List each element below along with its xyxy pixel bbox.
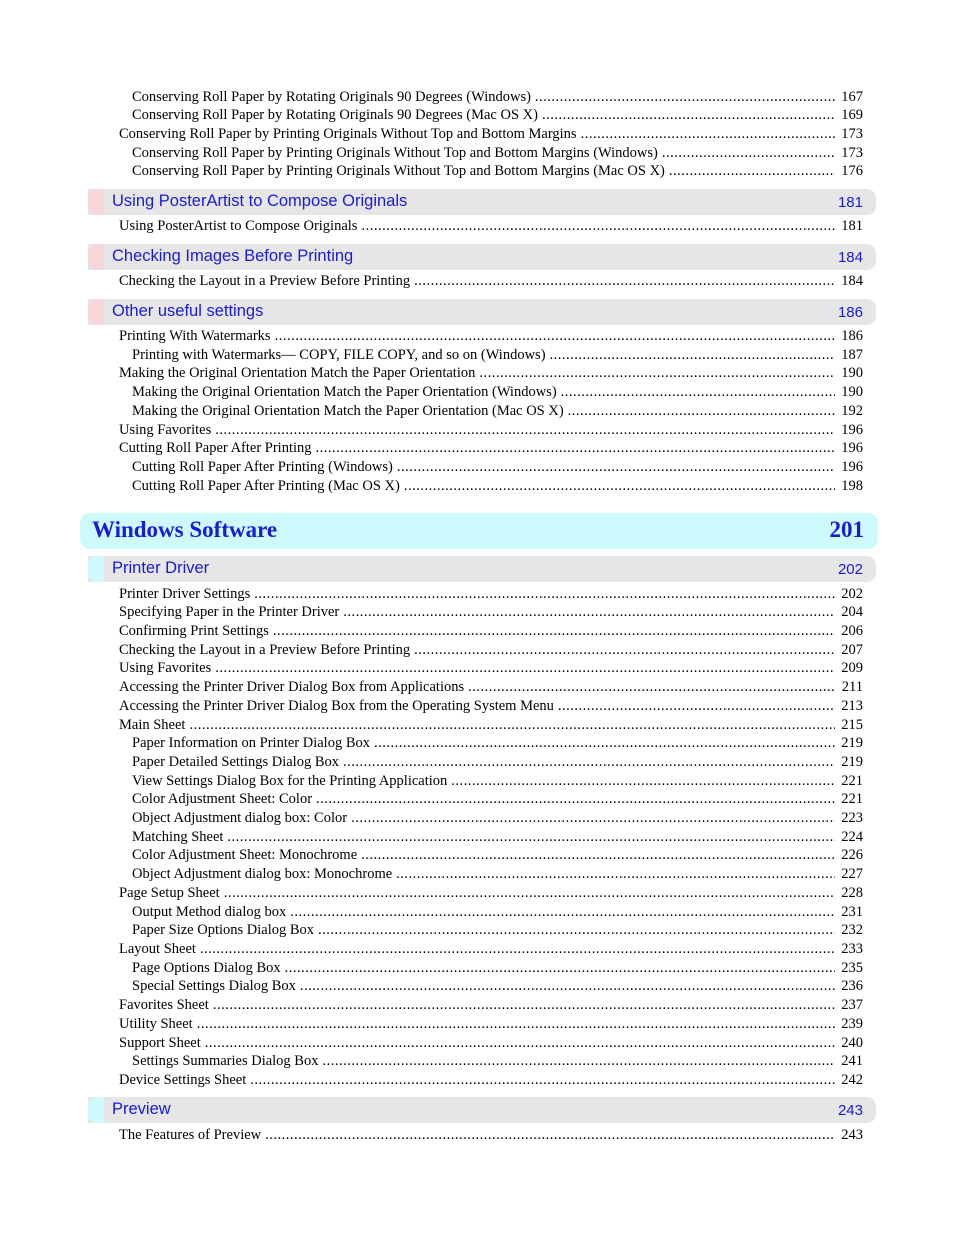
- toc-entry-page: 206: [841, 623, 863, 639]
- toc-entry-title: Cutting Roll Paper After Printing (Mac OS X): [132, 478, 400, 494]
- toc-entry-title: The Features of Preview: [119, 1127, 262, 1143]
- toc-entry-page: 243: [841, 1127, 863, 1143]
- toc-entry-page: 241: [841, 1053, 863, 1069]
- dot-leader: [343, 603, 835, 622]
- toc-entry-page: 227: [841, 866, 863, 882]
- toc-entry[interactable]: [132, 828, 863, 847]
- section-title: Printer Driver: [112, 559, 210, 577]
- toc-entry-page: 237: [841, 997, 863, 1013]
- toc-entry-page: 169: [841, 107, 863, 123]
- dot-leader: [273, 622, 835, 641]
- section-heading[interactable]: [88, 299, 876, 325]
- toc-entry[interactable]: [119, 697, 863, 716]
- toc-entry-title: Using Favorites: [119, 660, 212, 676]
- toc-entry[interactable]: [119, 217, 863, 236]
- toc-entry[interactable]: [119, 603, 863, 622]
- section-heading[interactable]: [88, 556, 876, 582]
- section-page: 186: [837, 304, 863, 321]
- dot-leader: [254, 585, 835, 604]
- toc-entry-title: Device Settings Sheet: [119, 1072, 247, 1088]
- toc-entry-page: 202: [841, 586, 863, 602]
- toc-entry[interactable]: [132, 106, 863, 125]
- toc-entry[interactable]: [132, 734, 863, 753]
- dot-leader: [361, 217, 835, 236]
- toc-entry-page: 186: [841, 328, 863, 344]
- toc-entry-page: 181: [841, 218, 863, 234]
- toc-entry-title: Color Adjustment Sheet: Color: [132, 791, 313, 807]
- toc-entry[interactable]: [119, 585, 863, 604]
- section-tab-marker: [88, 189, 104, 215]
- toc-entry-page: 190: [841, 384, 863, 400]
- dot-leader: [542, 106, 835, 125]
- dot-leader: [224, 884, 835, 903]
- toc-entry-title: Conserving Roll Paper by Printing Originals Without Top and Bottom Margins: [119, 126, 577, 142]
- dot-leader: [479, 364, 835, 383]
- toc-entry-page: 173: [841, 126, 863, 142]
- toc-entry[interactable]: [132, 846, 863, 865]
- dot-leader: [227, 828, 835, 847]
- toc-entry-page: 223: [841, 810, 863, 826]
- section-tab-marker: [88, 1097, 104, 1123]
- toc-entry[interactable]: [132, 865, 863, 884]
- toc-entry[interactable]: [119, 678, 863, 697]
- toc-entry[interactable]: [119, 421, 863, 440]
- dot-leader: [265, 1126, 835, 1145]
- dot-leader: [197, 1015, 835, 1034]
- toc-entry-title: Utility Sheet: [119, 1016, 193, 1032]
- section-title: Other useful settings: [112, 302, 264, 320]
- toc-entry-title: Conserving Roll Paper by Printing Originals Without Top and Bottom Margins (Mac OS X): [132, 163, 665, 179]
- toc-entry-page: 196: [841, 440, 863, 456]
- toc-entry[interactable]: [119, 884, 863, 903]
- toc-entry[interactable]: [132, 903, 863, 922]
- section-heading[interactable]: [88, 189, 876, 215]
- toc-entry[interactable]: [119, 996, 863, 1015]
- dot-leader: [414, 272, 835, 291]
- toc-entry-title: Conserving Roll Paper by Rotating Originals 90 Degrees (Windows): [132, 89, 531, 105]
- toc-entry[interactable]: [132, 753, 863, 772]
- section-page: 181: [837, 194, 863, 211]
- dot-leader: [213, 996, 835, 1015]
- toc-entry-title: Accessing the Printer Driver Dialog Box from Applications: [119, 679, 465, 695]
- dot-leader: [250, 1071, 835, 1090]
- toc-entry-page: 204: [841, 604, 863, 620]
- toc-entry-title: Making the Original Orientation Match the Paper Orientation (Windows): [132, 384, 557, 400]
- toc-entry-page: 167: [841, 89, 863, 105]
- toc-entry-page: 242: [841, 1072, 863, 1088]
- dot-leader: [535, 88, 835, 107]
- toc-entry-title: Printer Driver Settings: [119, 586, 251, 602]
- toc-entry-page: 240: [841, 1035, 863, 1051]
- toc-entry-title: Page Options Dialog Box: [132, 960, 281, 976]
- dot-leader: [451, 772, 835, 791]
- dot-leader: [568, 402, 835, 421]
- toc-entry-title: Using PosterArtist to Compose Originals: [119, 218, 358, 234]
- toc-entry[interactable]: [119, 1126, 863, 1145]
- toc-entry-title: Color Adjustment Sheet: Monochrome: [132, 847, 358, 863]
- dot-leader: [468, 678, 835, 697]
- toc-entry[interactable]: [132, 346, 863, 365]
- toc-entry[interactable]: [119, 622, 863, 641]
- chapter-title: Windows Software: [92, 517, 278, 542]
- toc-entry-page: 219: [841, 754, 863, 770]
- toc-entry[interactable]: [132, 458, 863, 477]
- dot-leader: [275, 327, 835, 346]
- toc-entry-title: Printing with Watermarks— COPY, FILE COPY, and so on (Windows): [132, 347, 546, 363]
- section-heading[interactable]: [88, 1097, 876, 1123]
- toc-entry-page: 207: [841, 642, 863, 658]
- dot-leader: [396, 865, 835, 884]
- dot-leader: [404, 477, 835, 496]
- toc-entry-page: 198: [841, 478, 863, 494]
- toc-entry-title: Main Sheet: [119, 717, 186, 733]
- dot-leader: [290, 903, 835, 922]
- toc-entry[interactable]: [119, 1015, 863, 1034]
- section-tab-marker: [88, 556, 104, 582]
- toc-entry[interactable]: [132, 88, 863, 107]
- toc-entry-title: Paper Detailed Settings Dialog Box: [132, 754, 339, 770]
- section-page: 243: [837, 1102, 863, 1119]
- section-page: 202: [837, 561, 863, 578]
- toc-entry[interactable]: [132, 144, 863, 163]
- toc-entry-title: Page Setup Sheet: [119, 885, 220, 901]
- toc-entry[interactable]: [119, 272, 863, 291]
- toc-entry-page: 219: [841, 735, 863, 751]
- toc-entry-page: 176: [841, 163, 863, 179]
- toc-entry-page: 221: [841, 791, 863, 807]
- toc-entry-title: Favorites Sheet: [119, 997, 209, 1013]
- toc-entry[interactable]: [132, 809, 863, 828]
- toc-entry-title: Object Adjustment dialog box: Monochrome: [132, 866, 393, 882]
- toc-entry-page: 196: [841, 459, 863, 475]
- toc-entry-title: Making the Original Orientation Match the Paper Orientation (Mac OS X): [132, 403, 564, 419]
- dot-leader: [669, 162, 835, 181]
- toc-entry[interactable]: [132, 477, 863, 496]
- dot-leader: [561, 383, 835, 402]
- toc-entry-title: Conserving Roll Paper by Printing Originals Without Top and Bottom Margins (Windows): [132, 145, 658, 161]
- toc-entry[interactable]: [132, 772, 863, 791]
- dot-leader: [558, 697, 835, 716]
- dot-leader: [316, 790, 835, 809]
- toc-entry-title: Matching Sheet: [132, 829, 224, 845]
- toc-entry-page: 226: [841, 847, 863, 863]
- toc-entry-title: Output Method dialog box: [132, 904, 287, 920]
- toc-entry[interactable]: [132, 383, 863, 402]
- dot-leader: [351, 809, 835, 828]
- dot-leader: [361, 846, 835, 865]
- toc-entry-page: 187: [841, 347, 863, 363]
- toc-entry-title: Printing With Watermarks: [119, 328, 271, 344]
- toc-entry-title: Conserving Roll Paper by Rotating Originals 90 Degrees (Mac OS X): [132, 107, 538, 123]
- dot-leader: [550, 346, 835, 365]
- toc-entry-title: Object Adjustment dialog box: Color: [132, 810, 348, 826]
- toc-entry-page: 233: [841, 941, 863, 957]
- dot-leader: [200, 940, 835, 959]
- dot-leader: [205, 1034, 835, 1053]
- toc-entry-page: 209: [841, 660, 863, 676]
- toc-entry-page: 231: [841, 904, 863, 920]
- dot-leader: [215, 421, 835, 440]
- toc-entry[interactable]: [119, 641, 863, 660]
- toc-entry-page: 192: [841, 403, 863, 419]
- dot-leader: [316, 439, 835, 458]
- toc-entry[interactable]: [119, 327, 863, 346]
- section-title: Checking Images Before Printing: [112, 247, 354, 265]
- toc-entry[interactable]: [132, 162, 863, 181]
- toc-entry[interactable]: [132, 790, 863, 809]
- toc-entry-page: 213: [841, 698, 863, 714]
- toc-entry[interactable]: [132, 921, 863, 940]
- toc-entry-title: Cutting Roll Paper After Printing (Windows): [132, 459, 393, 475]
- toc-entry-page: 196: [841, 422, 863, 438]
- toc-entry-title: Paper Information on Printer Dialog Box: [132, 735, 370, 751]
- section-title: Using PosterArtist to Compose Originals: [112, 192, 408, 210]
- toc-entry-page: 236: [841, 978, 863, 994]
- toc-entry-title: Settings Summaries Dialog Box: [132, 1053, 319, 1069]
- chapter-heading[interactable]: [80, 513, 878, 549]
- toc-entry[interactable]: [132, 1052, 863, 1071]
- section-page: 184: [837, 249, 863, 266]
- toc-entry-title: Specifying Paper in the Printer Driver: [119, 604, 340, 620]
- dot-leader: [343, 753, 835, 772]
- toc-entry-page: 173: [841, 145, 863, 161]
- section-heading[interactable]: [88, 244, 876, 270]
- dot-leader: [397, 458, 835, 477]
- section-tab-marker: [88, 299, 104, 325]
- dot-leader: [189, 716, 835, 735]
- section-title: Preview: [112, 1100, 171, 1118]
- dot-leader: [662, 144, 835, 163]
- dot-leader: [318, 921, 835, 940]
- dot-leader: [215, 659, 835, 678]
- toc-entry[interactable]: [119, 1071, 863, 1090]
- toc-entry[interactable]: [119, 364, 863, 383]
- toc-entry-title: Checking the Layout in a Preview Before Printing: [119, 273, 411, 289]
- toc-entry[interactable]: [119, 659, 863, 678]
- toc-entry-title: Using Favorites: [119, 422, 212, 438]
- toc-entry-page: 184: [841, 273, 863, 289]
- toc-entry-title: Making the Original Orientation Match the Paper Orientation: [119, 365, 476, 381]
- toc-entry-title: Confirming Print Settings: [119, 623, 269, 639]
- toc-entry-page: 190: [841, 365, 863, 381]
- toc-entry[interactable]: [119, 439, 863, 458]
- toc-entry[interactable]: [119, 1034, 863, 1053]
- chapter-page: 201: [829, 517, 864, 542]
- dot-leader: [414, 641, 835, 660]
- toc-entry-page: 232: [841, 922, 863, 938]
- toc-entry[interactable]: [132, 977, 863, 996]
- toc-entry-title: View Settings Dialog Box for the Printing Application: [132, 773, 448, 789]
- section-tab-marker: [88, 244, 104, 270]
- toc-entry-title: Cutting Roll Paper After Printing: [119, 440, 312, 456]
- toc-entry-title: Special Settings Dialog Box: [132, 978, 296, 994]
- toc-entry[interactable]: [132, 959, 863, 978]
- toc-entry-page: 211: [841, 679, 863, 695]
- toc-entry-title: Checking the Layout in a Preview Before Printing: [119, 642, 411, 658]
- dot-leader: [374, 734, 835, 753]
- toc-entry-title: Support Sheet: [119, 1035, 201, 1051]
- dot-leader: [300, 977, 835, 996]
- toc-entry[interactable]: [119, 716, 863, 735]
- toc-entry[interactable]: [119, 940, 863, 959]
- toc-entry-page: 235: [841, 960, 863, 976]
- toc-entry-page: 215: [841, 717, 863, 733]
- toc-entry[interactable]: [132, 402, 863, 421]
- dot-leader: [322, 1052, 835, 1071]
- toc-entry-title: Accessing the Printer Driver Dialog Box from the Operating System Menu: [119, 698, 554, 714]
- dot-leader: [285, 959, 835, 978]
- toc-entry-page: 228: [841, 885, 863, 901]
- toc-entry-title: Paper Size Options Dialog Box: [132, 922, 315, 938]
- toc-entry-page: 224: [841, 829, 863, 845]
- toc-entry[interactable]: [119, 125, 863, 144]
- toc-entry-page: 221: [841, 773, 863, 789]
- toc-entry-title: Layout Sheet: [119, 941, 196, 957]
- toc-entry-page: 239: [841, 1016, 863, 1032]
- dot-leader: [581, 125, 835, 144]
